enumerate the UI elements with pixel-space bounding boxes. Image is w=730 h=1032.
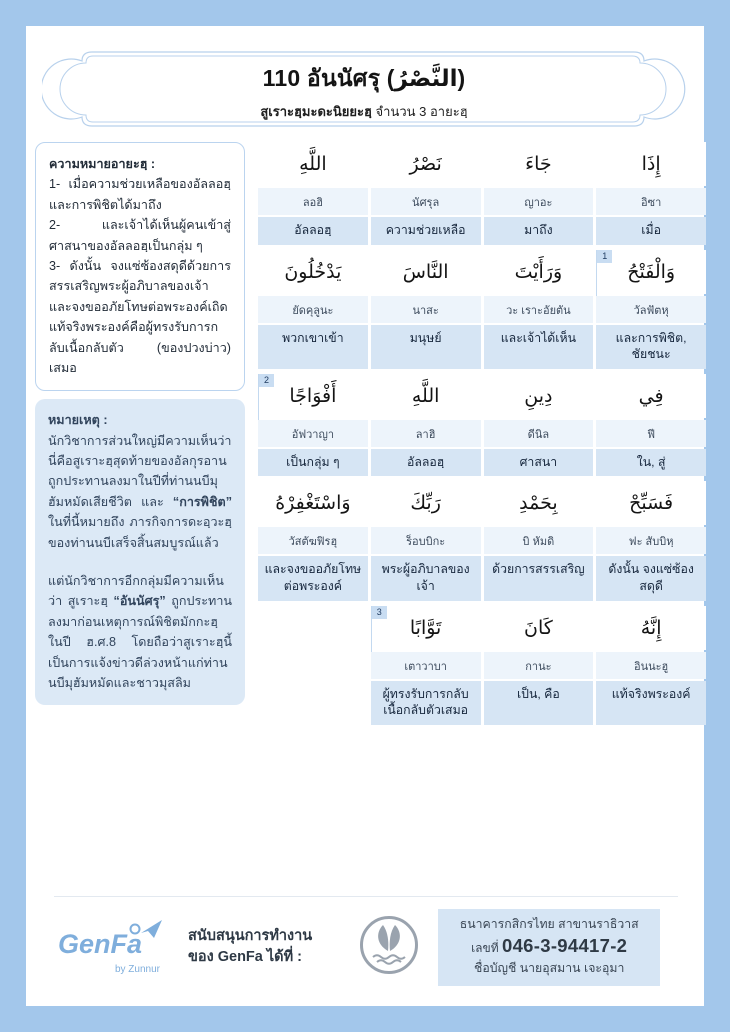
- arabic-word: 3 تَوَّابًا: [371, 606, 481, 650]
- empty-cell: [258, 681, 368, 725]
- transliteration: ฟี: [596, 420, 706, 447]
- arabic-word: رَبِّكَ: [371, 481, 481, 525]
- thai-meaning: ผู้ทรงรับการกลับเนื้อกลับตัวเสมอ: [371, 681, 481, 725]
- transliteration: ลาฮิ: [371, 420, 481, 447]
- thai-meaning: เป็น, คือ: [484, 681, 594, 725]
- transliteration: ดีนิล: [484, 420, 594, 447]
- account-number-line: เลขที่ 046-3-94417-2: [471, 935, 628, 957]
- arabic-word: فِي: [596, 374, 706, 418]
- transliteration: กานะ: [484, 652, 594, 679]
- thai-meaning: ศาสนา: [484, 449, 594, 477]
- transliteration: เตาวาบา: [371, 652, 481, 679]
- empty-cell: [258, 606, 368, 650]
- meaning-item-3: 3- ดังนั้น จงแซ่ซ้องสดุดีด้วยการสรรเสริญพระผู้อภิบาลของเจ้า และจงขออภัยโทษต่อพระองค์เถิด แท้จริงพระองค์คือผู้ทรงรับการกลับเนื้อกลับตัว (ของปวงบ่าว) เสมอ: [49, 258, 231, 375]
- account-number: 046-3-94417-2: [502, 935, 628, 957]
- subtitle-bold: สูเราะฮฺมะดะนิยยะฮฺ: [260, 103, 372, 119]
- bank-name: ธนาคารกสิกรไทย สาขานราธิวาส: [459, 916, 639, 931]
- note-box: [35, 399, 245, 705]
- thai-meaning: อัลลอฮฺ: [258, 217, 368, 245]
- word-block-4: [258, 481, 706, 600]
- thai-meaning: ดังนั้น จงแซ่ซ้องสดุดี: [596, 556, 706, 600]
- thai-meaning: และจงขออภัยโทษต่อพระองค์: [258, 556, 368, 600]
- empty-cell: [258, 652, 368, 679]
- page: [26, 26, 704, 1006]
- transliteration: ลอฮิ: [258, 188, 368, 215]
- verse-marker: 3: [372, 606, 387, 619]
- transliteration: นัศรุล: [371, 188, 481, 215]
- thai-meaning: ด้วยการสรรเสริญ: [484, 556, 594, 600]
- transliteration: ญาอะ: [484, 188, 594, 215]
- arabic-word: النَّاسَ: [371, 250, 481, 294]
- arabic-word: جَاءَ: [484, 142, 594, 186]
- note-paragraph-1: นักวิชาการส่วนใหญ่มีความเห็นว่า นี่คือสูเราะฮฺสุดท้ายของอัลกุรอาน ถูกประทานลงมาในปีที่ท่านนบีมุฮัมหมัดเสียชีวิต และ “การพิชิต” ในที่นี้หมายถึง ภารกิจการดะอฺวะฮฺของท่านนบีเสร็จสิ้นสมบูรณ์แล้ว: [48, 433, 232, 550]
- arabic-word: بِحَمْدِ: [484, 481, 594, 525]
- verse-marker: 2: [259, 374, 274, 387]
- genfa-logo: [54, 919, 166, 975]
- transliteration: อัฟวาญา: [258, 420, 368, 447]
- meaning-title: ความหมายอายะฮฺ :: [49, 157, 156, 171]
- thai-meaning: อัลลอฮฺ: [371, 449, 481, 477]
- content: [35, 142, 704, 730]
- word-block-3: [258, 374, 706, 477]
- transliteration: อิซา: [596, 188, 706, 215]
- page-title: 110 อันนัศรุ (النَّصْرُ): [262, 64, 466, 91]
- thai-meaning: มาถึง: [484, 217, 594, 245]
- verse-marker: 1: [597, 250, 612, 263]
- arabic-word: فَسَبِّحْ: [596, 481, 706, 525]
- arabic-word: 1 وَالْفَتْحُ: [596, 250, 706, 294]
- thai-meaning: ความช่วยเหลือ: [371, 217, 481, 245]
- arabic-word: وَرَأَيْتَ: [484, 250, 594, 294]
- transliteration: วะ เราะอัยตัน: [484, 296, 594, 323]
- arabic-word: نَصْرُ: [371, 142, 481, 186]
- arabic-word: دِينِ: [484, 374, 594, 418]
- transliteration: นาสะ: [371, 296, 481, 323]
- thai-meaning: แท้จริงพระองค์: [596, 681, 706, 725]
- transliteration: ยัดคุลูนะ: [258, 296, 368, 323]
- word-block-1: [258, 142, 706, 245]
- arabic-word: وَاسْتَغْفِرْهُ: [258, 481, 368, 525]
- thai-meaning: เป็นกลุ่ม ๆ: [258, 449, 368, 477]
- page-subtitle: [260, 101, 467, 122]
- genfa-logo-byline: by Zunnur: [114, 964, 160, 976]
- arabic-word: كَانَ: [484, 606, 594, 650]
- svg-text:GenFa: GenFa: [58, 929, 143, 960]
- thai-meaning: ใน, สู่: [596, 449, 706, 477]
- thai-meaning: พวกเขาเข้า: [258, 325, 368, 369]
- account-holder: ชื่อบัญชี นายอุสมาน เจะอุมา: [473, 961, 625, 976]
- word-block-5: [258, 606, 706, 725]
- transliteration: วัสตัฆฟิรฮุ: [258, 527, 368, 554]
- word-table: [258, 142, 706, 730]
- header: [42, 46, 686, 134]
- support-text: สนับสนุนการทำงาน ของ GenFa ได้ที่ :: [188, 927, 313, 966]
- transliteration: ฟะ สับบิหฺ: [596, 527, 706, 554]
- thai-meaning: และการพิชิต, ชัยชนะ: [596, 325, 706, 369]
- thai-meaning: มนุษย์: [371, 325, 481, 369]
- footer: [54, 896, 678, 986]
- sidebar: [35, 142, 245, 705]
- arabic-word: يَدْخُلُونَ: [258, 250, 368, 294]
- transliteration: บิ หัมดิ: [484, 527, 594, 554]
- arabic-word: اللَّهِ: [258, 142, 368, 186]
- genfa-logo-icon: [56, 919, 164, 963]
- note-paragraph-2: แต่นักวิชาการอีกกลุ่มมีความเห็นว่า สูเราะฮฺ “อันนัศรุ” ถูกประทานลงมาก่อนเหตุการณ์พิชิตมักกะฮฺในปี ฮ.ศ.8 โดยถือว่าสูเราะฮฺนี้เป็นการแจ้งข่าวดีล่วงหน้าแก่ท่านนบีมุฮัมหมัดและชาวมุสลิม: [48, 574, 232, 690]
- thai-meaning: และเจ้าได้เห็น: [484, 325, 594, 369]
- thai-meaning: พระผู้อภิบาลของเจ้า: [371, 556, 481, 600]
- meaning-item-2: 2- และเจ้าได้เห็นผู้คนเข้าสู่ศาสนาของอัลลอฮฺเป็นกลุ่ม ๆ: [49, 218, 231, 253]
- thai-meaning: เมื่อ: [596, 217, 706, 245]
- meaning-item-1: 1- เมื่อความช่วยเหลือของอัลลอฮฺ และการพิชิตได้มาถึง: [49, 177, 231, 212]
- bank-logo-icon: [358, 914, 420, 981]
- arabic-word: إِنَّهُ: [596, 606, 706, 650]
- word-block-2: [258, 250, 706, 369]
- transliteration: อินนะฮู: [596, 652, 706, 679]
- bank-account-box: [438, 909, 660, 986]
- meaning-box: [35, 142, 245, 391]
- transliteration: ร็อบบิกะ: [371, 527, 481, 554]
- subtitle-rest: จำนวน 3 อายะฮฺ: [371, 103, 468, 119]
- arabic-word: إِذَا: [596, 142, 706, 186]
- transliteration: วัลฟัตหุ: [596, 296, 706, 323]
- note-title: หมายเหตุ :: [48, 413, 108, 428]
- arabic-word: 2 أَفْوَاجًا: [258, 374, 368, 418]
- arabic-word: اللَّهِ: [371, 374, 481, 418]
